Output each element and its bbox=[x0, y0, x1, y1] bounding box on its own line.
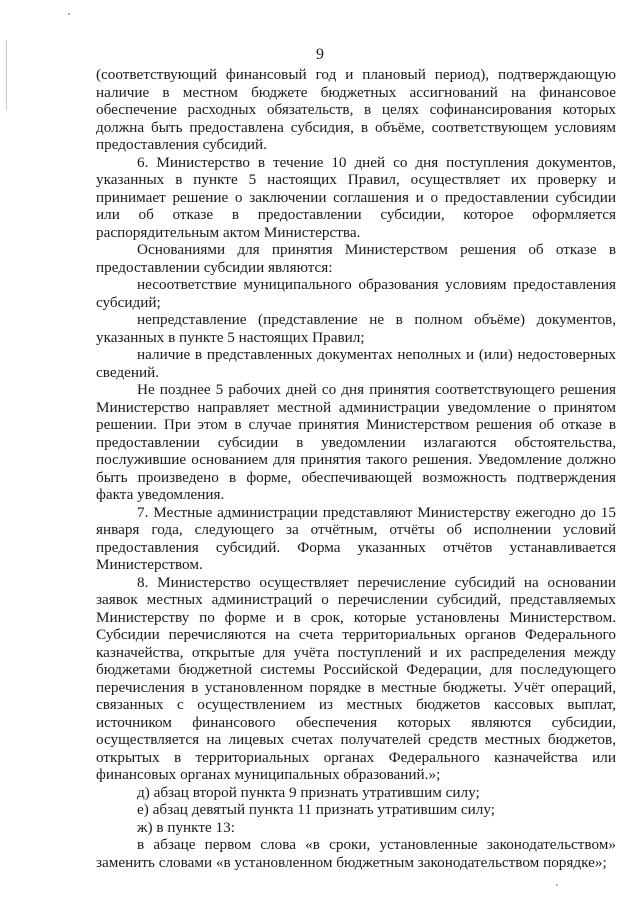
paragraph: несоответствие муниципального образования условиям предоставления субсидий; bbox=[96, 276, 616, 311]
scan-speck bbox=[68, 13, 70, 15]
scan-speck bbox=[556, 884, 558, 886]
paragraph: непредставление (представление не в полном объёме) документов, указанных в пункте 5 настоящих Правил; bbox=[96, 311, 616, 346]
document-body bbox=[96, 66, 616, 871]
paragraph: е) абзац девятый пункта 11 признать утратившим силу; bbox=[137, 801, 495, 818]
paragraph: Не позднее 5 рабочих дней со дня принятия соответствующего решения Министерство направляет местной администрации уведомление о принятом решении. При этом в случае принятия Министерством решения об отказе в предоставлении субсидии в уведомлении излагаются обстоятельства, послужившие основанием для принятия такого решения. Уведомление должно быть произведено в форме, обеспечивающей возможность подтверждения факта уведомления. bbox=[96, 381, 616, 503]
paragraph: в абзаце первом слова «в сроки, установленные законодательством» заменить словами «в установленном бюджетным законодательством порядке»; bbox=[96, 836, 616, 871]
paragraph: ж) в пункте 13: bbox=[137, 818, 235, 836]
paragraph: д) абзац второй пункта 9 признать утратившим силу; bbox=[137, 783, 480, 801]
paragraph: Основаниями для принятия Министерством решения об отказе в предоставлении субсидии являются: bbox=[96, 241, 616, 276]
paragraph: 6. Министерство в течение 10 дней со дня поступления документов, указанных в пункте 5 настоящих Правил, осуществляет их проверку и принимает решение о заключении соглашения и о предоставлении субсидии или об отказе в предоставлении субсидии, которое оформляется распорядительным актом Министерства. bbox=[96, 153, 616, 241]
paragraph: 8. Министерство осуществляет перечисление субсидий на основании заявок местных администраций о перечислении субсидий, представляемых Министерству по форме и в срок, которые установлены Министерством. Субсидии перечисляются на счета территориальных органов Федерального казначейства, открытые для учёта поступлений и их распределения между бюджетами бюджетной системы Российской Федерации, для последующего перечисления в установленном порядке в местные бюджеты. Учёт операций, связанных с осуществлением из местных бюджетов кассовых выплат, источником финансового обеспечения которых являются субсидии, осуществляется на лицевых счетах получателей средств местных бюджетов, открытых в территориальных органах Федерального казначейства или финансовых органах муниципальных образований.»; bbox=[96, 573, 616, 783]
paragraph: наличие в представленных документах неполных и (или) недостоверных сведений. bbox=[96, 346, 616, 381]
page-number: 9 bbox=[316, 46, 324, 63]
paragraph: (соответствующий финансовый год и плановый период), подтверждающую наличие в местном бюджете бюджетных ассигнований на финансовое обеспечение расходных обязательств, в целях софинансирования которых должна быть предоставлена субсидия, в объёме, соответствующем условиям предоставления субсидий. bbox=[96, 66, 616, 153]
paragraph: 7. Местные администрации представляют Министерству ежегодно до 15 января года, следующего за отчётным, отчёты об исполнении условий предоставления субсидий. Форма указанных отчётов устанавливается Министерством. bbox=[96, 503, 616, 573]
